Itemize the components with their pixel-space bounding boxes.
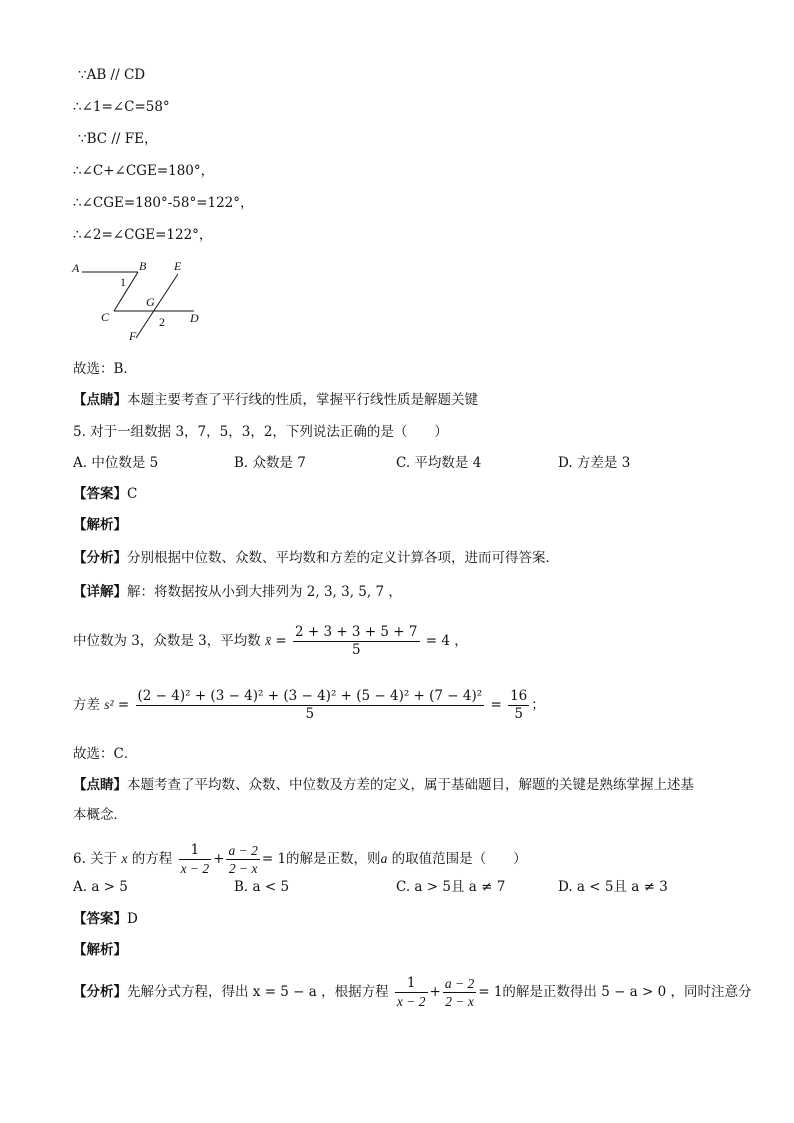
fenxi-fraction-2-den: 2 − x [445, 994, 474, 1009]
proof-line-3: ∵BC // FE， [78, 131, 158, 147]
variance-numerator: (2 − 4)² + (3 − 4)² + (3 − 4)² + (5 − 4)² + (7 − 4)² [137, 688, 483, 704]
fenxi-fraction-1 [395, 975, 428, 1010]
q6-stem-end: 的取值范围是（ ） [387, 851, 527, 867]
q6-stem-mid: 的方程 [127, 851, 177, 867]
q5-option-b: B. 众数是 7 [234, 455, 306, 471]
q5-variance-formula: 方差 s² = $\frac{\text{(2 − 4)² + (3 − 4)² + (3 − 4)² + (5 − 4)² + (7 − 4)²}}{5}$ = $\frac{16}{5}$ ； [73, 688, 545, 722]
q6-answer [73, 910, 138, 928]
fenxi-pre: 先解分式方程，得出 x = 5 − a ，根据方程 [127, 984, 393, 1000]
q6-fenxi: 【分析】先解分式方程，得出 x = 5 − a ，根据方程 $\frac{1}{x - 2}$ + $\frac{a - 2}{2 - x}$ = 1的解是正数得出 5 − a > 0 ，同时注意分 [73, 975, 752, 1009]
mean-numerator: 2 + 3 + 3 + 5 + 7 [294, 624, 418, 640]
q6-option-c: C. a > 5且 a ≠ 7 [396, 879, 506, 895]
q6-fraction-2 [226, 842, 259, 877]
xiangjie-text: 解：将数据按从小到大排列为 2, 3, 3, 5, 7 ， [127, 584, 402, 600]
proof-line-4: ∴∠C+∠CGE=180°， [73, 163, 215, 179]
comment-text: 本题考查了平均数、众数、中位数及方差的定义，属于基础题目，解题的关键是熟练掌握上述基 [127, 777, 694, 793]
parallel-lines-figure [70, 258, 210, 348]
q5-comment-1 [73, 776, 694, 794]
q5-stem: 5. 对于一组数据 3，7，5，3，2，下列说法正确的是（ ） [73, 424, 448, 440]
answer-tag: 【答案】 [73, 911, 127, 927]
q6-stem-pre: 6. 关于 [73, 851, 122, 867]
answer-value: C [127, 486, 138, 502]
q5-fenxi [73, 549, 559, 567]
comment-text: 本题主要考查了平行线的性质，掌握平行线性质是解题关键 [127, 392, 478, 408]
q5-choice: 故选：C． [73, 746, 138, 762]
label-e: E [174, 259, 182, 273]
q6-fraction-1 [179, 842, 212, 877]
mean-fraction [293, 624, 420, 659]
q4-choice: 故选：B． [73, 361, 137, 377]
q6-analysis-tag: 【解析】 [73, 942, 127, 958]
q6-fraction-1-num: 1 [179, 842, 212, 860]
variance-result-num: 16 [510, 688, 528, 704]
variance-fraction [136, 688, 485, 723]
q5-xiangjie [73, 583, 402, 601]
comment-tag: 【点睛】 [73, 392, 127, 408]
fenxi-fraction-1-den: x − 2 [396, 994, 426, 1009]
variance-denominator: 5 [305, 706, 315, 722]
q6-fraction-1-den: x − 2 [180, 861, 210, 876]
q6-fraction-2-den: 2 − x [228, 861, 258, 876]
label-angle-2: 2 [159, 315, 165, 329]
median-text: 中位数为 3，众数是 3，平均数 [73, 633, 266, 649]
q6-stem-post: = 1的解是正数，则 [261, 851, 381, 867]
q4-comment [73, 391, 478, 409]
fenxi-fraction-2 [443, 975, 476, 1010]
q5-comment-2: 本概念． [73, 807, 127, 823]
fenxi-tag: 【分析】 [73, 984, 127, 1000]
q5-option-d: D. 方差是 3 [558, 455, 631, 471]
q6-var-x: x [121, 851, 128, 866]
answer-tag: 【答案】 [73, 486, 127, 502]
label-d: D [190, 311, 199, 325]
mean-denominator: 5 [351, 642, 361, 658]
variance-result-den: 5 [514, 706, 523, 722]
q5-option-c: C. 平均数是 4 [396, 455, 482, 471]
mean-result: = 4 ， [425, 633, 468, 649]
q6-option-b: B. a < 5 [234, 879, 290, 895]
variance-result [508, 688, 529, 723]
xiangjie-tag: 【详解】 [73, 584, 127, 600]
line-bc [114, 272, 138, 311]
q5-answer [73, 485, 137, 503]
mean-symbol: x̄ [265, 633, 272, 648]
line-ef [136, 274, 178, 338]
label-c: C [101, 310, 110, 324]
fenxi-fraction-1-num: 1 [395, 975, 428, 993]
fenxi-text: 分别根据中位数、众数、平均数和方差的定义计算各项，进而可得答案． [127, 550, 559, 566]
fenxi-fraction-2-num: a − 2 [444, 976, 475, 991]
comment-tag: 【点睛】 [73, 777, 127, 793]
label-b: B [139, 259, 147, 273]
q6-stem: 6. 关于 x 的方程 $\frac{1}{x - 2}$ + $\frac{a - 2}{2 - x}$ = 1的解是正数，则a 的取值范围是（ ） [73, 842, 527, 876]
label-a: A [72, 261, 80, 275]
fenxi-post: = 1的解是正数得出 5 − a > 0 ，同时注意分 [478, 984, 752, 1000]
proof-line-6: ∴∠2=∠CGE=122°， [73, 227, 213, 243]
answer-value: D [127, 911, 138, 927]
label-angle-1: 1 [120, 275, 126, 289]
proof-line-1: ∵AB // CD [78, 67, 146, 83]
q6-fraction-2-num: a − 2 [228, 843, 258, 858]
label-g: G [146, 295, 155, 309]
q6-option-d: D. a < 5且 a ≠ 3 [558, 879, 668, 895]
q5-mean-formula: 中位数为 3，众数是 3，平均数 x̄ = $\frac{2 + 3 + 3 + 5 + 7}{5}$ = 4 ， [73, 624, 468, 658]
variance-label: 方差 [73, 697, 105, 713]
fenxi-tag: 【分析】 [73, 550, 127, 566]
proof-line-2: ∴∠1=∠C=58° [73, 99, 170, 115]
q5-analysis-tag: 【解析】 [73, 517, 127, 533]
q6-option-a: A. a > 5 [73, 879, 128, 895]
q6-var-a: a [380, 851, 388, 866]
label-f: F [129, 329, 137, 343]
variance-symbol: s² [104, 697, 114, 712]
proof-line-5: ∴∠CGE=180°-58°=122°， [73, 195, 254, 211]
q5-option-a: A. 中位数是 5 [73, 455, 159, 471]
